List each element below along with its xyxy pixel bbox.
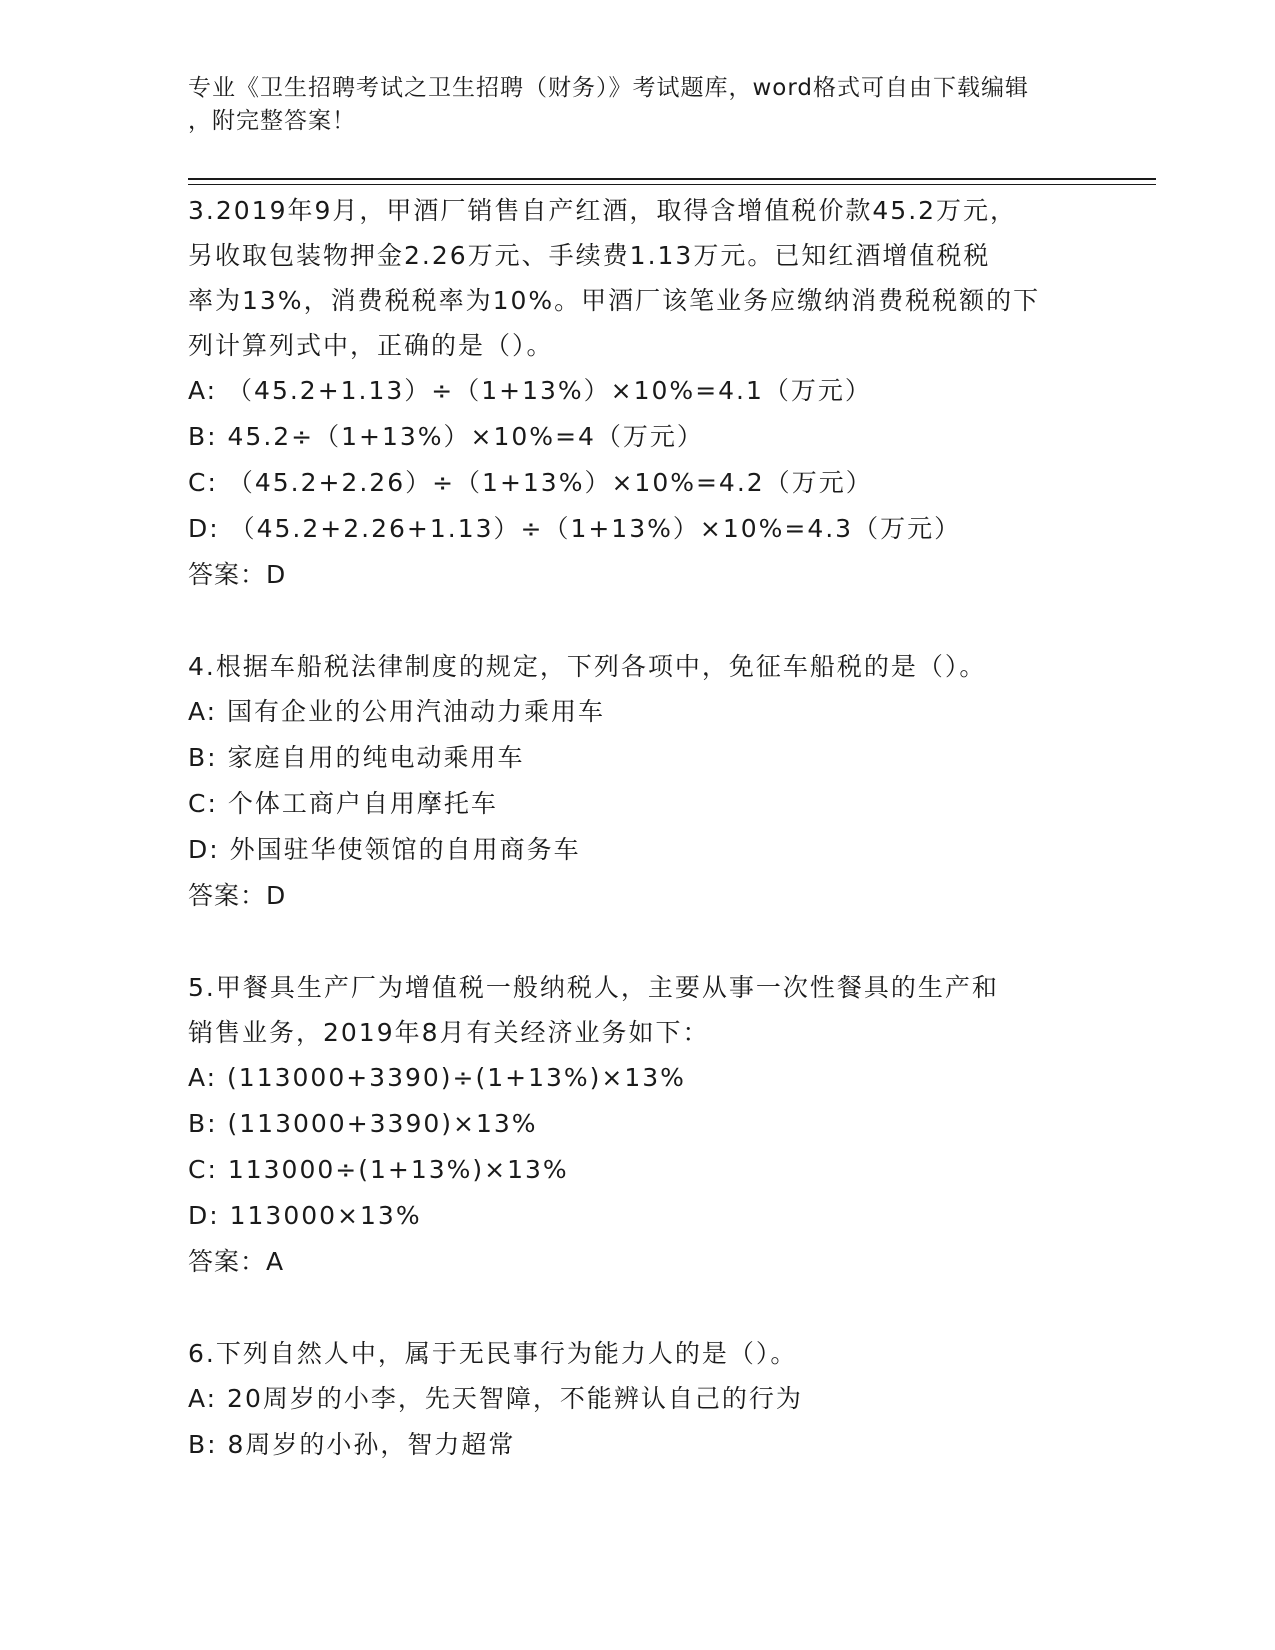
question-stem-line: 销售业务，2019年8月有关经济业务如下： <box>188 1018 710 1047</box>
question-4 <box>188 644 1088 919</box>
option-c: C: 个体工商户自用摩托车 <box>188 789 498 818</box>
option-a: A: （45.2+1.13）÷（1+13%）×10%=4.1（万元） <box>188 376 872 405</box>
question-list <box>188 188 1088 1468</box>
question-stem-line: 另收取包装物押金2.26万元、手续费1.13万元。已知红酒增值税税 <box>188 241 991 270</box>
question-stem-line: 4.根据车船税法律制度的规定，下列各项中，免征车船税的是（）。 <box>188 652 987 681</box>
question-5 <box>188 965 1088 1285</box>
question-spacer <box>188 919 1088 965</box>
question-spacer <box>188 1285 1088 1331</box>
question-stem-line: 6.下列自然人中，属于无民事行为能力人的是（）。 <box>188 1339 798 1368</box>
question-stem-line: 列计算列式中，正确的是（）。 <box>188 331 554 360</box>
header-line-1: 专业《卫生招聘考试之卫生招聘（财务）》考试题库，word格式可自由下载编辑 <box>188 75 1030 101</box>
answer: 答案：D <box>188 881 287 910</box>
question-stem-line: 3.2019年9月，甲酒厂销售自产红酒，取得含增值税价款45.2万元， <box>188 196 1018 225</box>
option-b: B: 45.2÷（1+13%）×10%=4（万元） <box>188 422 704 451</box>
question-3 <box>188 188 1088 598</box>
document-header <box>188 72 1068 138</box>
option-d: D: （45.2+2.26+1.13）÷（1+13%）×10%=4.3（万元） <box>188 514 962 543</box>
option-d: D: 外国驻华使领馆的自用商务车 <box>188 835 581 864</box>
option-a: A: 国有企业的公用汽油动力乘用车 <box>188 697 606 726</box>
option-a: A: (113000+3390)÷(1+13%)×13% <box>188 1063 686 1092</box>
option-b: B: (113000+3390)×13% <box>188 1109 538 1138</box>
header-divider <box>188 178 1156 180</box>
question-stem-line: 5.甲餐具生产厂为增值税一般纳税人，主要从事一次性餐具的生产和 <box>188 973 999 1002</box>
option-c: C: （45.2+2.26）÷（1+13%）×10%=4.2（万元） <box>188 468 873 497</box>
header-divider-thin <box>188 184 1156 185</box>
answer: 答案：D <box>188 560 287 589</box>
option-d: D: 113000×13% <box>188 1201 422 1230</box>
question-spacer <box>188 598 1088 644</box>
question-stem-line: 率为13%，消费税税率为10%。甲酒厂该笔业务应缴纳消费税税额的下 <box>188 286 1041 315</box>
option-b: B: 8周岁的小孙，智力超常 <box>188 1430 516 1459</box>
option-b: B: 家庭自用的纯电动乘用车 <box>188 743 525 772</box>
option-a: A: 20周岁的小李，先天智障，不能辨认自己的行为 <box>188 1384 803 1413</box>
question-6 <box>188 1331 1088 1468</box>
header-line-2: ，附完整答案！ <box>188 108 356 134</box>
answer: 答案：A <box>188 1247 285 1276</box>
option-c: C: 113000÷(1+13%)×13% <box>188 1155 569 1184</box>
